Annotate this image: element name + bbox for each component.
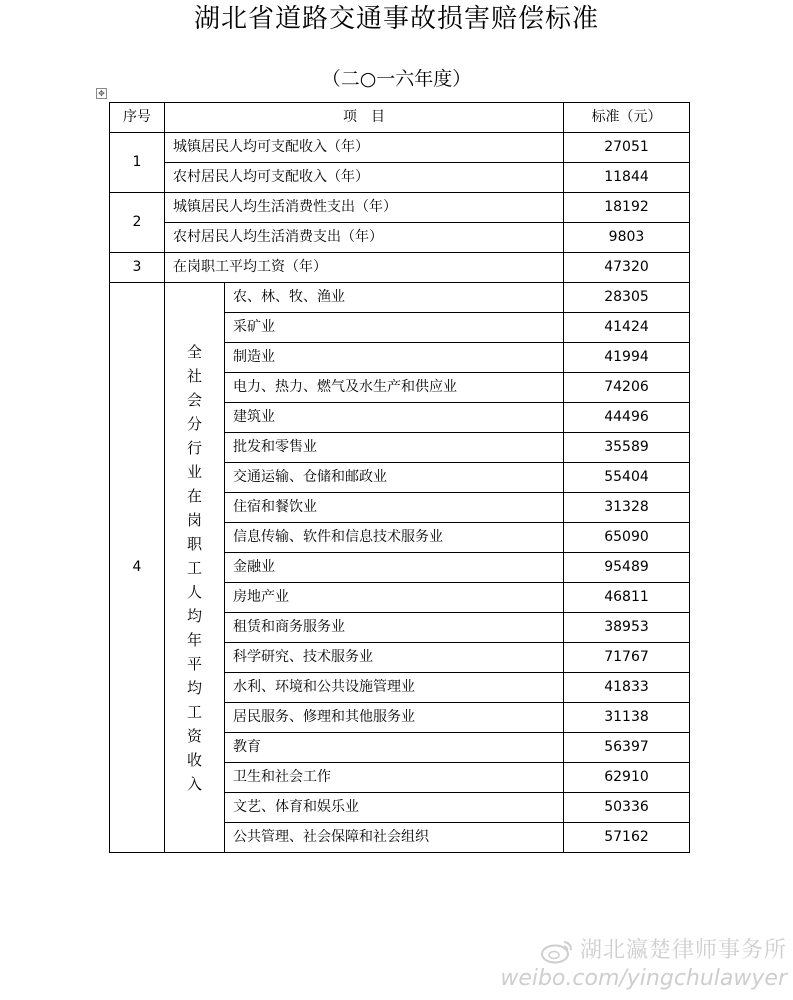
row-item: 房地产业 (225, 583, 564, 613)
row-value: 56397 (564, 733, 690, 763)
weibo-watermark (500, 936, 787, 992)
table-row (110, 253, 690, 283)
table-row (110, 163, 690, 193)
row-item: 住宿和餐饮业 (225, 493, 564, 523)
row-item: 卫生和社会工作 (225, 763, 564, 793)
row-item: 城镇居民人均生活消费性支出（年） (165, 193, 564, 223)
row-value: 55404 (564, 463, 690, 493)
table-row (110, 133, 690, 163)
row-item: 公共管理、社会保障和社会组织 (225, 823, 564, 853)
row-value: 71767 (564, 643, 690, 673)
table-row (110, 223, 690, 253)
compensation-standard-table (109, 102, 690, 853)
weibo-logo-icon (540, 938, 574, 964)
row-value: 38953 (564, 613, 690, 643)
table-header-row (110, 103, 690, 133)
row-item: 居民服务、修理和其他服务业 (225, 703, 564, 733)
row-value: 41424 (564, 313, 690, 343)
row-value: 46811 (564, 583, 690, 613)
document-title: 湖北省道路交通事故损害赔偿标准 (193, 4, 599, 34)
row-value: 27051 (564, 133, 690, 163)
row-value: 41833 (564, 673, 690, 703)
row-value: 44496 (564, 403, 690, 433)
row-item: 租赁和商务服务业 (225, 613, 564, 643)
row-item: 信息传输、软件和信息技术服务业 (225, 523, 564, 553)
row-item: 农村居民人均生活消费支出（年） (165, 223, 564, 253)
row-item: 采矿业 (225, 313, 564, 343)
row-seq-2: 2 (110, 193, 165, 253)
row-value: 62910 (564, 763, 690, 793)
document-subtitle: （二○一六年度） (321, 68, 472, 90)
watermark-url: weibo.com/yingchulawyer (500, 966, 787, 991)
row-value: 65090 (564, 523, 690, 553)
row-value: 18192 (564, 193, 690, 223)
row-value: 9803 (564, 223, 690, 253)
industry-category-label: 全 社 会 分 行 业 在 岗 职 工 人 均 年 平 均 工 资 收 入 (165, 283, 225, 853)
row-item: 批发和零售业 (225, 433, 564, 463)
row-value: 47320 (564, 253, 690, 283)
table-move-handle-icon[interactable]: ✥ (96, 88, 107, 99)
row-value: 95489 (564, 553, 690, 583)
row-seq-3: 3 (110, 253, 165, 283)
table-row (110, 283, 690, 313)
row-seq-1: 1 (110, 133, 165, 193)
row-value: 41994 (564, 343, 690, 373)
row-item: 城镇居民人均可支配收入（年） (165, 133, 564, 163)
row-item: 制造业 (225, 343, 564, 373)
row-item: 在岗职工平均工资（年） (165, 253, 564, 283)
industry-wage-section (110, 283, 690, 853)
header-standard: 标准（元） (564, 103, 690, 133)
row-value: 57162 (564, 823, 690, 853)
watermark-account (500, 936, 787, 966)
row-item: 农、林、牧、渔业 (225, 283, 564, 313)
row-item: 金融业 (225, 553, 564, 583)
table-body (110, 133, 690, 283)
watermark-account-name: 湖北瀛楚律师事务所 (579, 938, 787, 963)
row-item: 水利、环境和公共设施管理业 (225, 673, 564, 703)
row-value: 28305 (564, 283, 690, 313)
row-item: 电力、热力、燃气及水生产和供应业 (225, 373, 564, 403)
row-value: 35589 (564, 433, 690, 463)
header-seq: 序号 (110, 103, 165, 133)
header-item: 项 目 (165, 103, 564, 133)
row-item: 科学研究、技术服务业 (225, 643, 564, 673)
row-item: 建筑业 (225, 403, 564, 433)
row-value: 11844 (564, 163, 690, 193)
row-item: 交通运输、仓储和邮政业 (225, 463, 564, 493)
row-value: 74206 (564, 373, 690, 403)
row-item: 教育 (225, 733, 564, 763)
row-value: 31138 (564, 703, 690, 733)
table-row (110, 193, 690, 223)
row-seq-4: 4 (110, 283, 165, 853)
row-item: 农村居民人均可支配收入（年） (165, 163, 564, 193)
row-item: 文艺、体育和娱乐业 (225, 793, 564, 823)
row-value: 50336 (564, 793, 690, 823)
row-value: 31328 (564, 493, 690, 523)
